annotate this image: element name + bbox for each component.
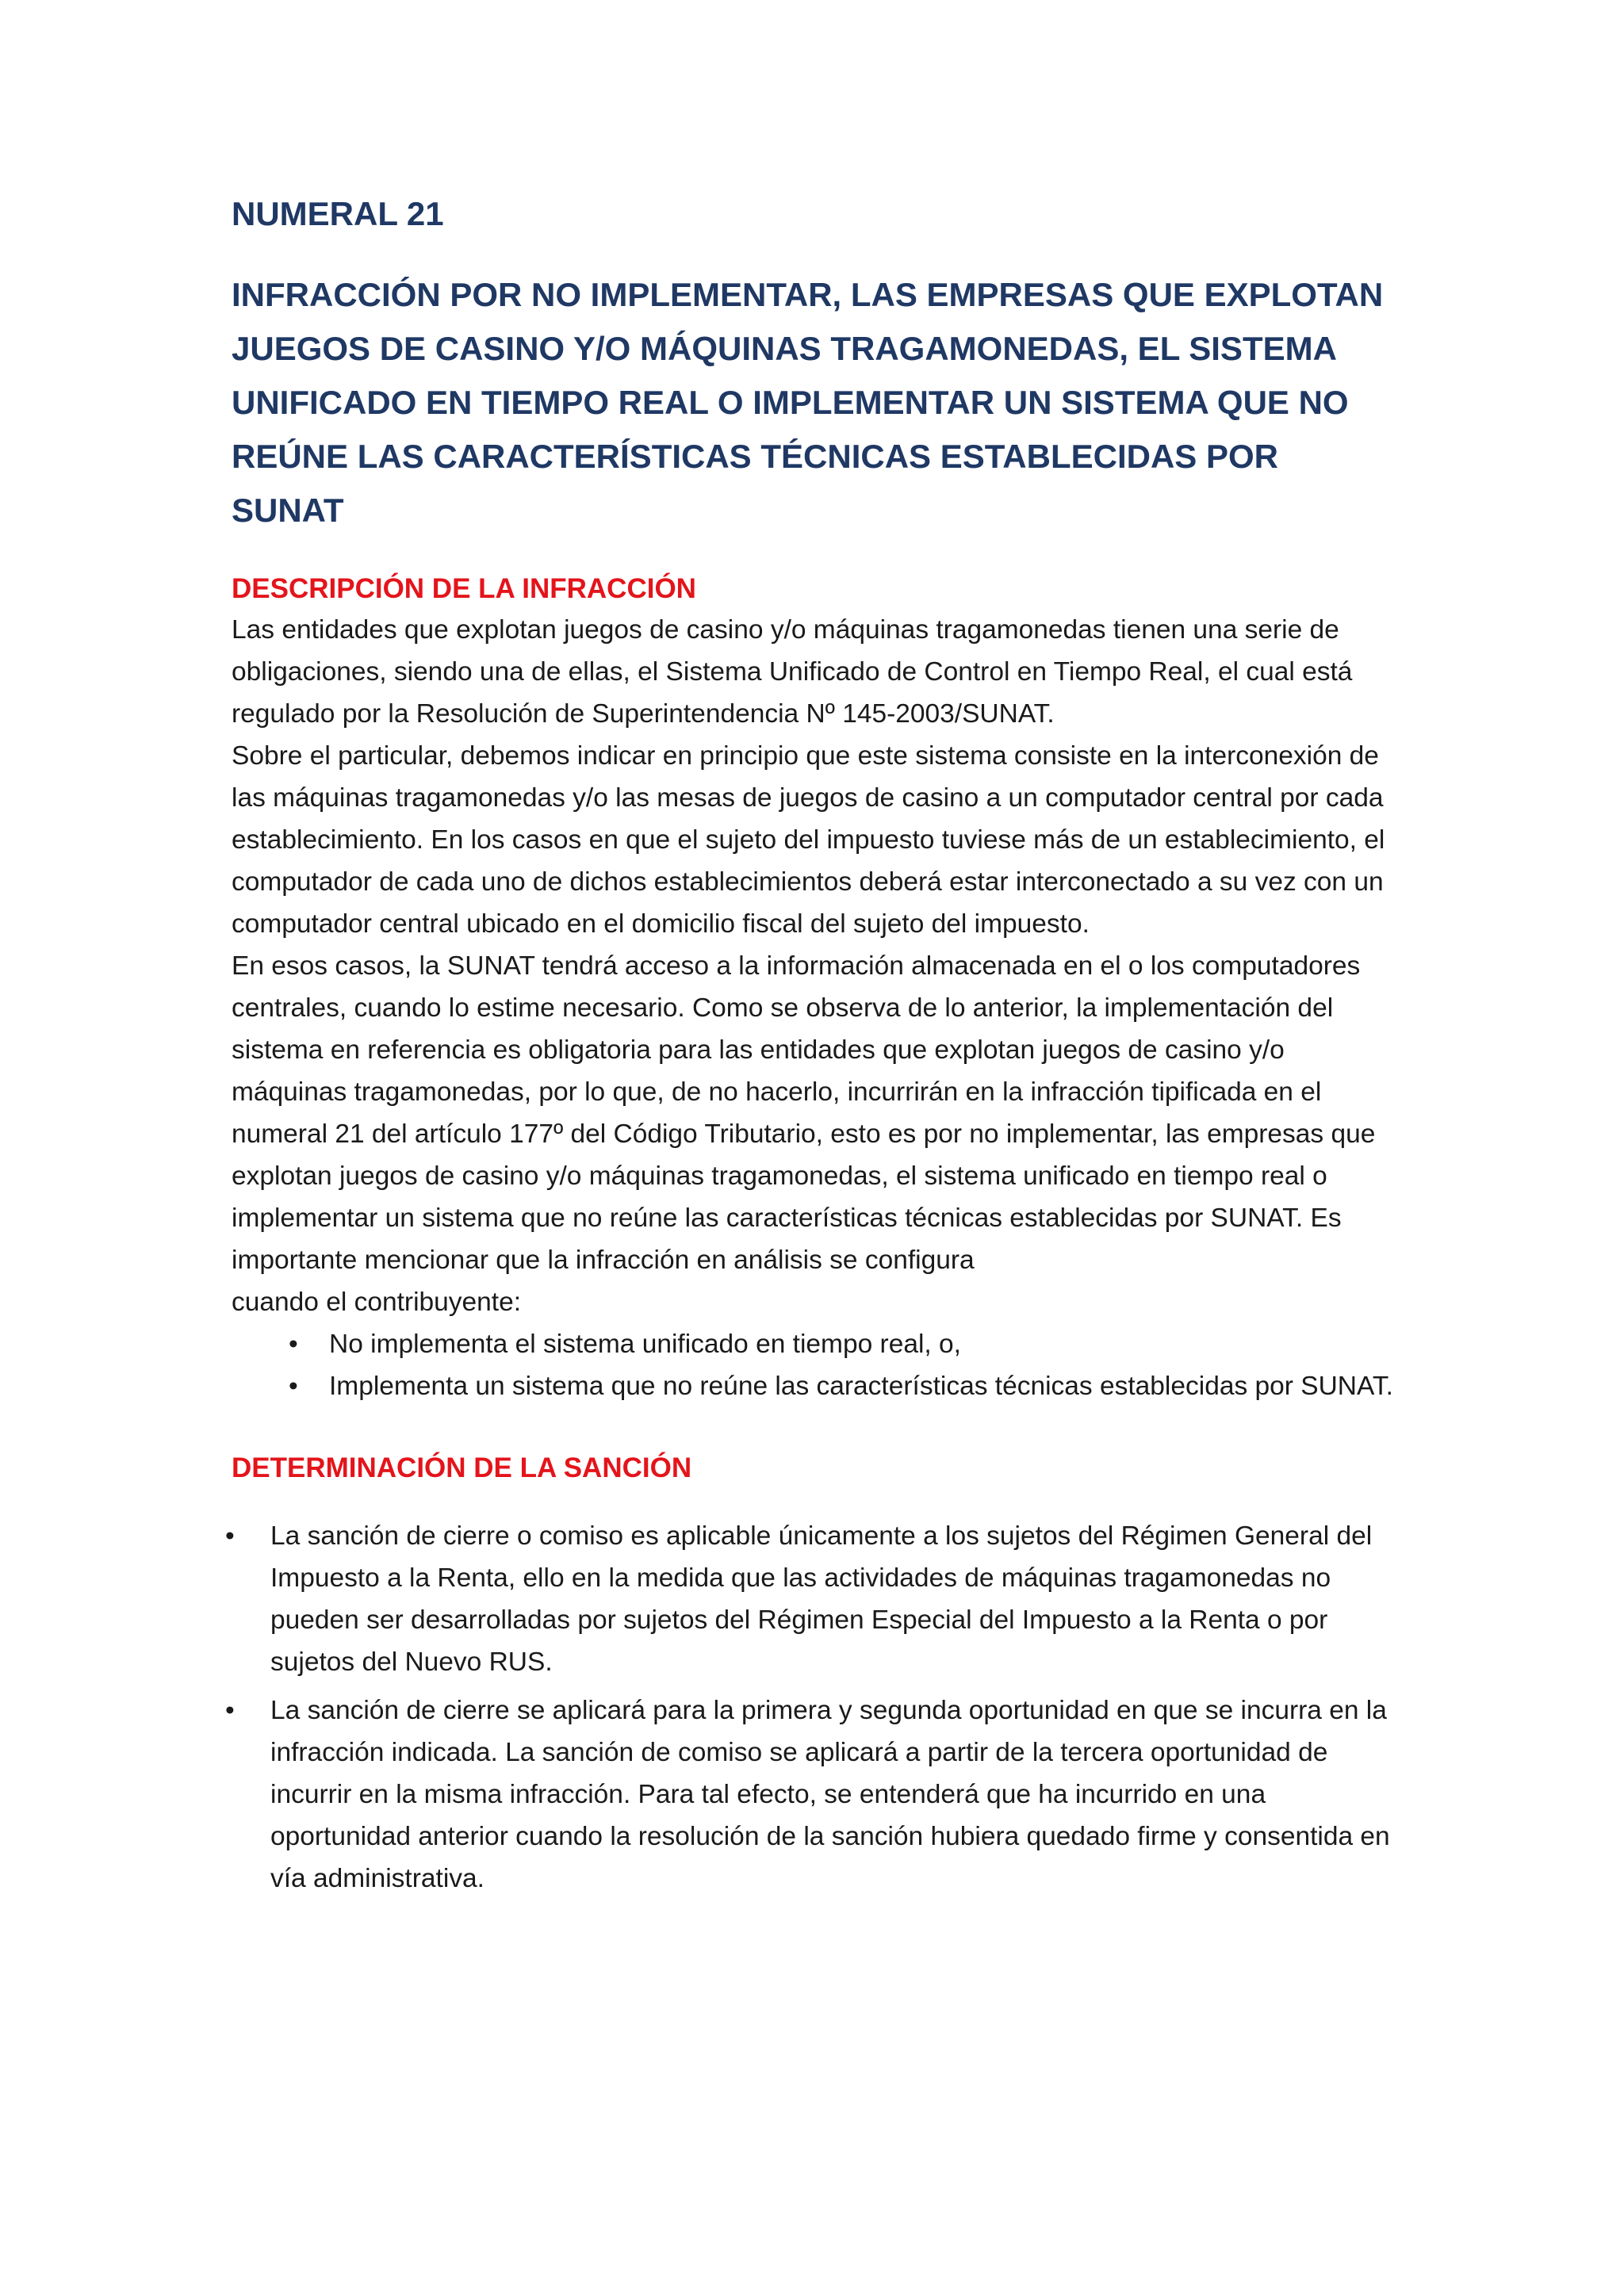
- description-heading: DESCRIPCIÓN DE LA INFRACCIÓN: [232, 573, 696, 604]
- infraction-title: INFRACCIÓN POR NO IMPLEMENTAR, LAS EMPRESAS QUE EXPLOTAN JUEGOS DE CASINO Y/O MÁQUINAS TRAGAMONEDAS, EL SISTEMA UNIFICADO EN TIEMPO REAL O IMPLEMENTAR UN SISTEMA QUE NO REÚNE LAS CARACTERÍSTICAS TÉCNICAS ESTABLECIDAS POR SUNAT: [232, 276, 1384, 529]
- list-item-text: Implementa un sistema que no reúne las características técnicas establecidas por SUNAT.: [329, 1372, 1393, 1401]
- list-item: [225, 1689, 1397, 1900]
- document-page: [225, 190, 1397, 1906]
- list-item-text: No implementa el sistema unificado en tiempo real, o,: [329, 1330, 961, 1359]
- description-paragraph-3: En esos casos, la SUNAT tendrá acceso a la información almacenada en el o los computadores centrales, cuando lo estime necesario. Como se observa de lo anterior, la implementación del sistema en referencia es obligatoria para las entidades que explotan juegos de casino y/o máquinas tragamonedas, por lo que, de no hacerlo, incurrirán en la infracción tipificada en el numeral 21 del artículo 177º del Código Tributario, esto es por no implementar, las empresas que explotan juegos de casino y/o máquinas tragamonedas, el sistema unificado en tiempo real o implementar un sistema que no reúne las características técnicas establecidas por SUNAT. Es importante mencionar que la infracción en análisis se configura: [232, 951, 1376, 1275]
- list-item-text: La sanción de cierre se aplicará para la primera y segunda oportunidad en que se incurra en la infracción indicada. La sanción de comiso se aplicará a partir de la tercera oportunidad de incurrir en la misma infracción. Para tal efecto, se entenderá que ha incurrido en una oportunidad anterior cuando la resolución de la sanción hubiera quedado firme y consentida en vía administrativa.: [270, 1696, 1390, 1893]
- description-paragraph-2: Sobre el particular, debemos indicar en principio que este sistema consiste en la interconexión de las máquinas tragamonedas y/o las mesas de juegos de casino a un computador central por cada establecimiento. En los casos en que el sujeto del impuesto tuviese más de un establecimiento, el computador de cada uno de dichos establecimientos deberá estar interconectado a su vez con un computador central ubicado en el domicilio fiscal del sujeto del impuesto.: [232, 741, 1385, 939]
- numeral-heading: NUMERAL 21: [232, 195, 444, 232]
- list-item: [225, 1515, 1397, 1683]
- bullet-icon: •: [225, 1696, 235, 1725]
- description-paragraph-4: cuando el contribuyente:: [232, 1288, 522, 1317]
- sanction-heading: DETERMINACIÓN DE LA SANCIÓN: [232, 1452, 692, 1483]
- bullet-icon: •: [289, 1330, 298, 1359]
- list-item: [232, 1365, 1397, 1407]
- bullet-icon: •: [289, 1372, 298, 1401]
- conditions-list: [232, 1323, 1397, 1407]
- description-paragraph-1: Las entidades que explotan juegos de casino y/o máquinas tragamonedas tienen una serie de obligaciones, siendo una de ellas, el Sistema Unificado de Control en Tiempo Real, el cual está regulado por la Resolución de Superintendencia Nº 145-2003/SUNAT.: [232, 615, 1353, 729]
- sanction-list: [225, 1515, 1397, 1900]
- bullet-icon: •: [225, 1521, 235, 1551]
- list-item: [232, 1323, 1397, 1365]
- list-item-text: La sanción de cierre o comiso es aplicable únicamente a los sujetos del Régimen General del Impuesto a la Renta, ello en la medida que las actividades de máquinas tragamonedas no pueden ser desarrolladas por sujetos del Régimen Especial del Impuesto a la Renta o por sujetos del Nuevo RUS.: [270, 1521, 1373, 1677]
